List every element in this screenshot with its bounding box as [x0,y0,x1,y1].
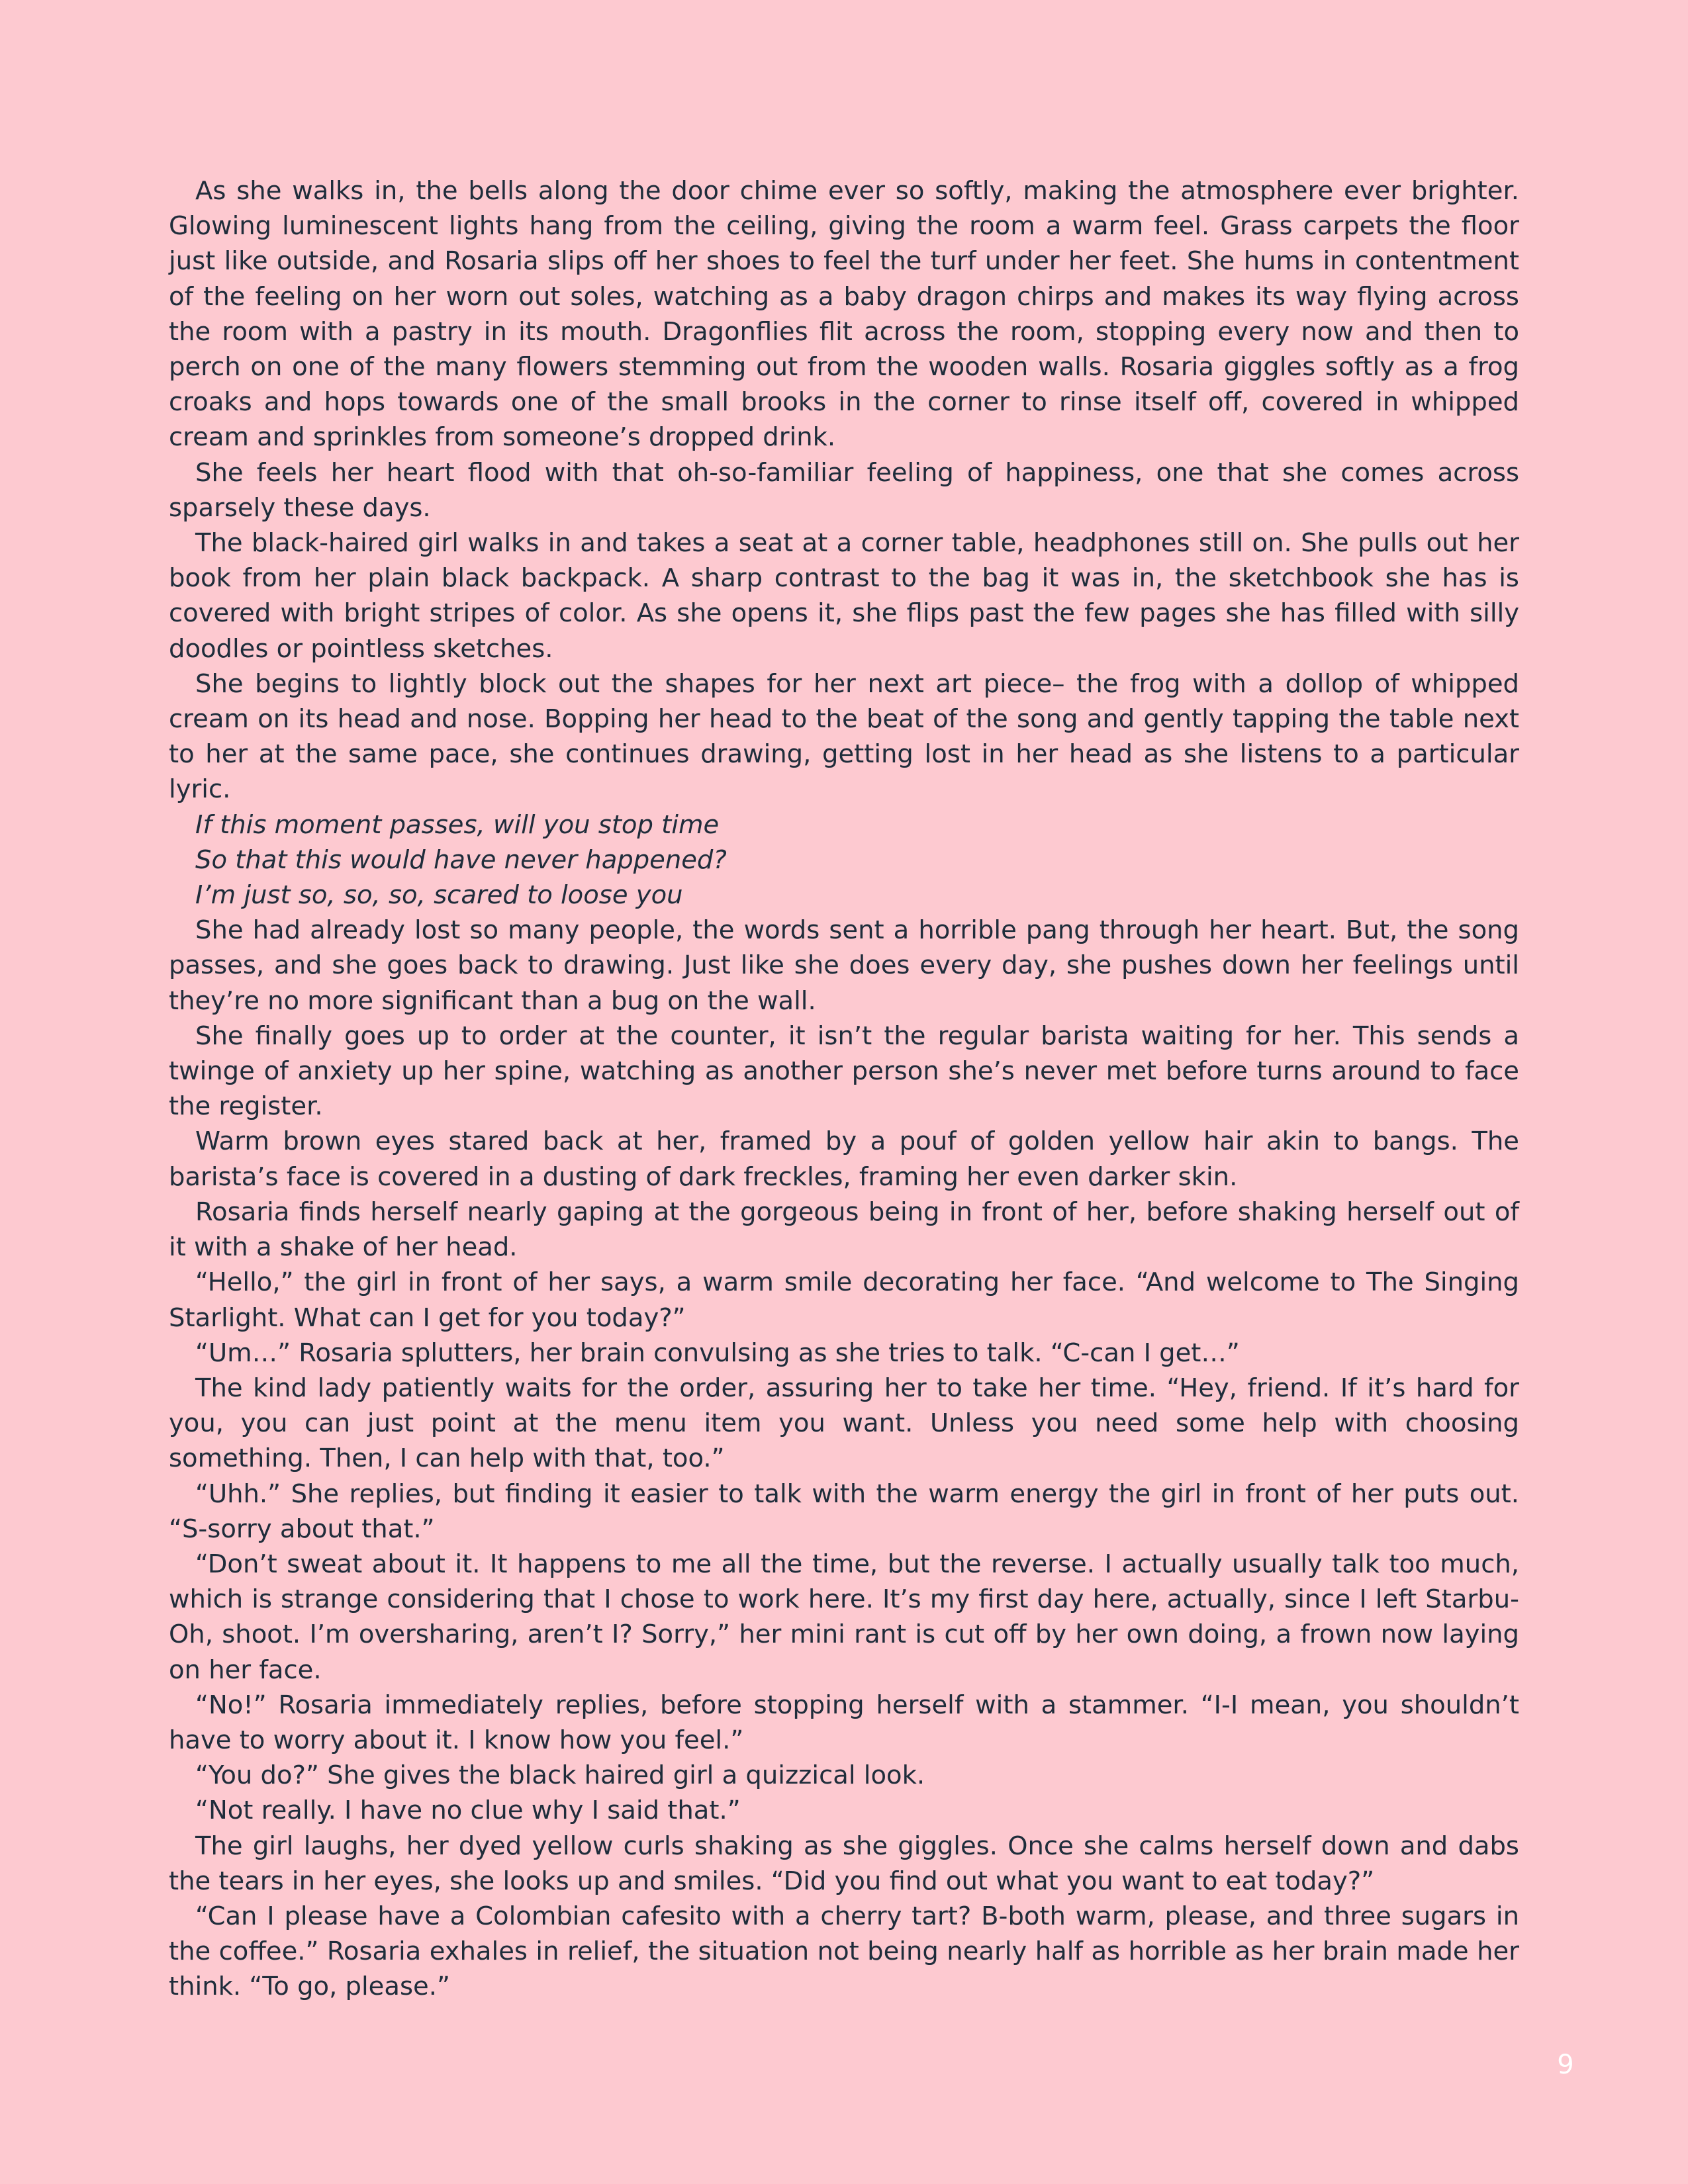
paragraph-gaping: Rosaria finds herself nearly gaping at the gorgeous being in front of her, before shaking herself out of it with a shake of her head. [169,1197,1519,1263]
paragraph-black-haired-girl: The black-haired girl walks in and takes a seat at a corner table, headphones still on. She pulls out her book from her plain black backpack. A sharp contrast to the bag it was in, the sketchbook she has is covered with bright stripes of color. As she opens it, she flips past the few pages she has filled with silly doodles or pointless sketches. [169,528,1519,664]
paragraph-counter: She finally goes up to order at the counter, it isn’t the regular barista waiting for her. This sends a twinge of anxiety up her spine, watching as another person she’s never met before turns around to face the register. [169,1021,1519,1122]
paragraph-kind-lady: The kind lady patiently waits for the order, assuring her to take her time. “Hey, friend. If it’s hard for you, you can just point at the menu item you want. Unless you need some help with choosing something. Then, I can help with that, too.” [169,1373,1519,1474]
lyric-line-2: So that this would have never happened? [195,844,727,875]
dialogue-you-do: “You do?” She gives the black haired girl a quizzical look. [195,1760,925,1791]
dialogue-um: “Um…” Rosaria splutters, her brain convulsing as she tries to talk. “C-can I get…” [195,1338,1240,1368]
dialogue-order: “Can I please have a Colombian cafesito with a cherry tart? B-both warm, please, and three sugars in the coffee.” Rosaria exhales in relief, the situation not being nearly half as horrible as her brain made her think. “To go, please.” [169,1901,1519,2002]
paragraph-cafe-entrance: As she walks in, the bells along the door chime ever so softly, making the atmosphere ever brighter. Glowing luminescent lights hang from the ceiling, giving the room a warm feel. Grass carpets the floor just like outside, and Rosaria slips off her shoes to feel the turf under her feet. She hums in contentment of the feeling on her worn out soles, watching as a baby dragon chirps and makes its way flying across the room with a pastry in its mouth. Dragonflies flit across the room, stopping every now and then to perch on one of the many flowers stemming out from the wooden walls. Rosaria giggles softly as a frog croaks and hops towards one of the small brooks in the corner to rinse itself off, covered in whipped cream and sprinkles from someone’s dropped drink. [169,176,1519,453]
lyric-line-3: I’m just so, so, so, scared to loose you [195,880,683,911]
story-text [169,173,1519,2005]
dialogue-not-really: “Not really. I have no clue why I said that.” [195,1796,741,1826]
paragraph-drawing: She begins to lightly block out the shapes for her next art piece– the frog with a dollop of whipped cream on its head and nose. Bopping her head to the beat of the song and gently tapping the table next to her at the same pace, she continues drawing, getting lost in her head as she listens to a particular lyric. [169,668,1519,805]
dialogue-dont-sweat: “Don’t sweat about it. It happens to me all the time, but the reverse. I actually usually talk too much, which is strange considering that I chose to work here. It’s my first day here, actually, since I left Starbu- Oh, shoot. I’m oversharing, aren’t I? Sorry,” her mini rant is cut off by her own doing, a frown now laying on her face. [169,1549,1519,1685]
paragraph-barista-eyes: Warm brown eyes stared back at her, framed by a pouf of golden yellow hair akin to bangs. The barista’s face is covered in a dusting of dark freckles, framing her even darker skin. [169,1126,1519,1192]
dialogue-hello: “Hello,” the girl in front of her says, a warm smile decorating her face. “And welcome to The Singing Starlight. What can I get for you today?” [169,1267,1519,1333]
dialogue-no: “No!” Rosaria immediately replies, before stopping herself with a stammer. “I-I mean, you shouldn’t have to worry about it. I know how you feel.” [169,1690,1519,1755]
paragraph-lost-people: She had already lost so many people, the words sent a horrible pang through her heart. But, the song passes, and she goes back to drawing. Just like she does every day, she pushes down her feelings until they’re no more significant than a bug on the wall. [169,915,1519,1016]
paragraph-happiness: She feels her heart flood with that oh-so-familiar feeling of happiness, one that she comes across sparsely these days. [169,457,1519,523]
paragraph-girl-laughs: The girl laughs, her dyed yellow curls shaking as she giggles. Once she calms herself down and dabs the tears in her eyes, she looks up and smiles. “Did you find out what you want to eat today?” [169,1831,1519,1896]
dialogue-uhh: “Uhh.” She replies, but finding it easier to talk with the warm energy the girl in front of her puts out. “S-sorry about that.” [169,1479,1519,1544]
lyric-line-1: If this moment passes, will you stop time [195,809,720,840]
page-number: 9 [1557,2050,1574,2080]
